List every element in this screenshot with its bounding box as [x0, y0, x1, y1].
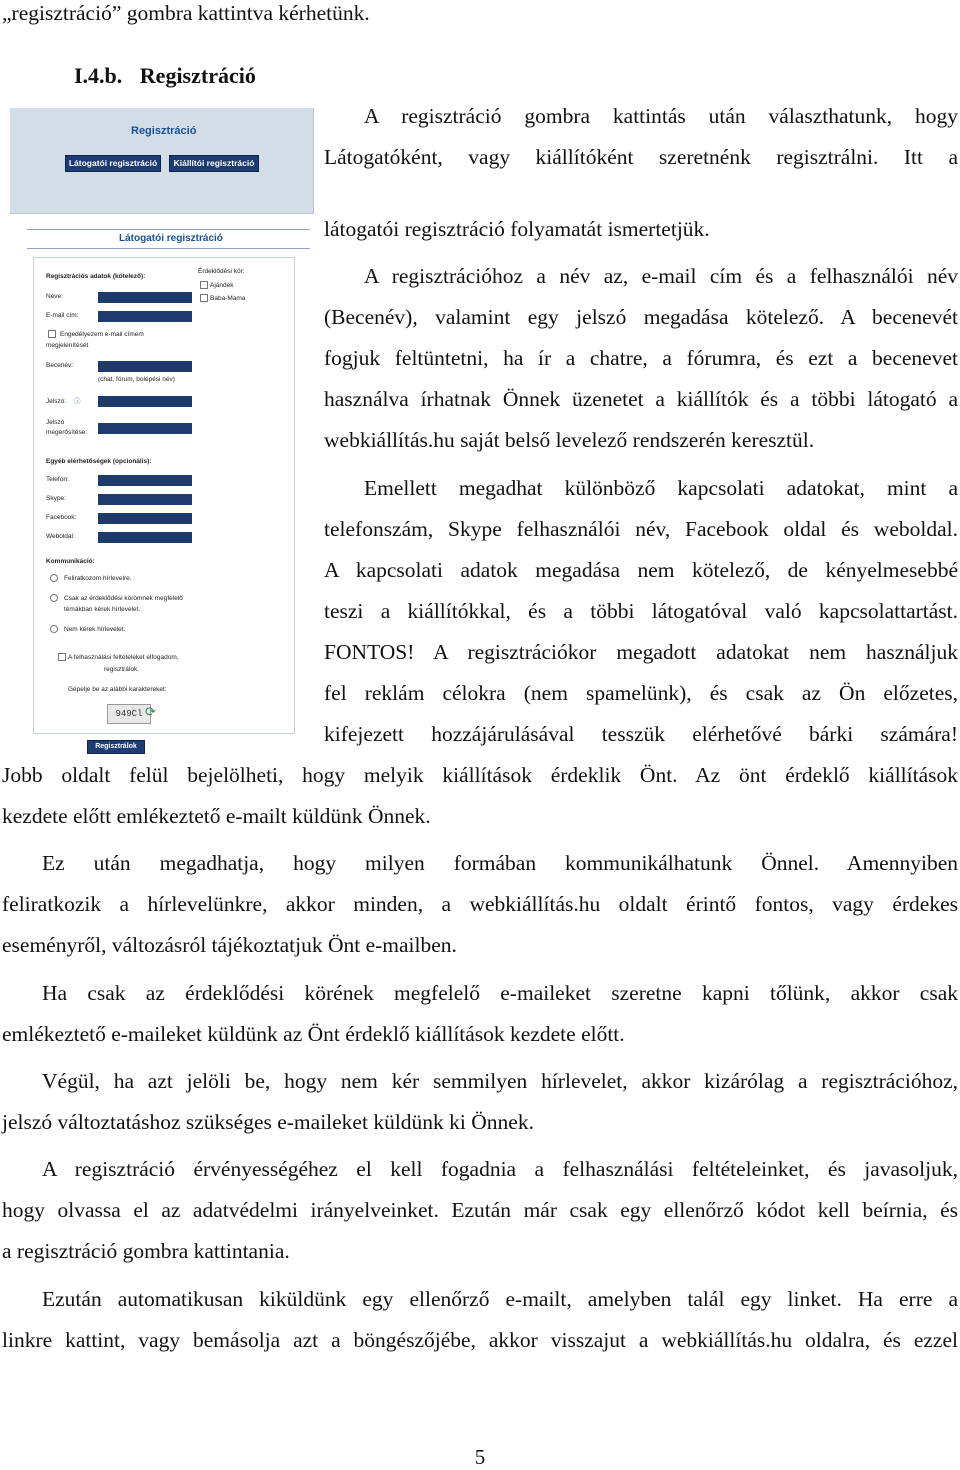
interest-newsletter-radio[interactable]: [50, 594, 58, 602]
required-section-label: Regisztrációs adatok (kötelező):: [46, 273, 146, 280]
no-newsletter-radio[interactable]: [50, 625, 58, 633]
refresh-icon[interactable]: ⟳: [145, 704, 156, 719]
nickname-field[interactable]: [98, 361, 192, 372]
body-text-line: használva írhatnak Önnek üzenetet a kiállítók és a többi látogató a: [324, 387, 958, 411]
terms-label-2: regisztrálok.: [104, 666, 140, 673]
name-field[interactable]: [98, 292, 192, 303]
body-text-line: hogy olvassa el az adatvédelmi irányelveinket. Ezután már csak egy ellenőrző kódot kell beírnia, és: [2, 1198, 958, 1222]
body-text-line: telefonszám, Skype felhasználói név, Facebook oldal és weboldal.: [324, 517, 958, 541]
body-text-line: Végül, ha azt jelöli be, hogy nem kér semmilyen hírlevelet, akkor kizárólag a regisztrációhoz,: [42, 1069, 958, 1093]
name-label: Neve:: [46, 293, 63, 300]
website-label: Weboldal:: [46, 533, 75, 540]
body-text-line: FONTOS! A regisztrációkor megadott adatokat nem használjuk: [324, 640, 958, 664]
exhibitor-registration-button[interactable]: Kiállítói regisztráció: [169, 155, 259, 172]
body-text-line: „regisztráció” gombra kattintva kérhetünk.: [2, 1, 370, 25]
body-text-line: A regisztráció gombra kattintás után választhatunk, hogy: [364, 104, 958, 128]
body-text-line: jelszó változtatáshoz szükséges e-maileket küldünk ki Önnek.: [2, 1110, 534, 1134]
form-title: Látogatói regisztráció: [119, 233, 223, 244]
password-confirm-field[interactable]: [98, 423, 192, 434]
body-text-line: Jobb oldalt felül bejelölheti, hogy melyik kiállítások érdeklik Önt. Az önt érdeklő kiállítások: [2, 763, 958, 787]
body-text-line: látogatói regisztráció folyamatát ismertetjük.: [324, 217, 710, 241]
interest-checkbox-gift[interactable]: [200, 281, 208, 289]
password-confirm-label-2: megerősítése:: [46, 429, 88, 436]
captcha-image: 949Cl: [107, 704, 151, 724]
nickname-hint: (chat, fórum, bolépési név): [98, 376, 175, 383]
body-text-line: A kapcsolati adatok megadása nem kötelező, de kényelmesebbé: [324, 558, 958, 582]
skype-field[interactable]: [98, 494, 192, 505]
section-heading: [74, 63, 256, 89]
interest-newsletter-label: Csak az érdeklődési körömnek megfelelő: [64, 595, 183, 602]
captcha-label: Gépelje be az alábbi karaktereket:: [68, 686, 167, 693]
facebook-field[interactable]: [98, 513, 192, 524]
newsletter-option-label: Feliratkozom hírlevelre.: [64, 575, 132, 582]
visitor-registration-form-screenshot: [27, 222, 310, 760]
no-newsletter-label: Nem kérek hírlevelet.: [64, 626, 126, 633]
registration-title: Regisztráció: [131, 125, 197, 137]
body-text-line: (Becenév), valamint egy jelszó megadása kötelező. A becenevét: [324, 305, 958, 329]
body-text-line: kezdete előtt emlékeztető e-mailt küldünk Önnek.: [2, 804, 431, 828]
body-text-line: emlékeztető e-maileket küldünk az Önt érdeklő kiállítások kezdete előtt.: [2, 1022, 625, 1046]
interest-checkbox-baby[interactable]: [200, 294, 208, 302]
newsletter-radio[interactable]: [50, 574, 58, 582]
body-text-line: Ha csak az érdeklődési körének megfelelő e-maileket szeretne kapni tőlünk, akkor csak: [42, 981, 958, 1005]
registration-choice-screenshot: [10, 108, 314, 214]
body-text-line: A regisztrációhoz a név az, e-mail cím és a felhasználói név: [364, 264, 958, 288]
interest-baby-label: Baba-Mama: [210, 295, 246, 302]
phone-field[interactable]: [98, 475, 192, 486]
info-icon: ⓘ: [74, 398, 81, 405]
show-email-label: Engedélyezem e-mail címem: [60, 331, 144, 338]
form-panel: [33, 257, 295, 734]
visitor-registration-button[interactable]: Látogatói regisztráció: [65, 155, 161, 172]
interest-newsletter-label-2: témákban kérek hírlevelet.: [64, 606, 141, 613]
optional-section-label: Egyéb elérhetőségek (opcionális):: [46, 458, 152, 465]
interest-label: Érdeklődési kör:: [198, 268, 245, 275]
body-text-line: feliratkozik a hírlevelünkre, akkor minden, a webkiállítás.hu oldalt érintő fontos, vagy érdekes: [2, 892, 958, 916]
body-text-line: fogjuk feltüntetni, ha ír a chatre, a fórumra, és ezt a becenevet: [324, 346, 958, 370]
body-text-line: teszi a kiállítókkal, és a többi látogatóval való kapcsolattartást.: [324, 599, 958, 623]
body-text-line: A regisztráció érvényességéhez el kell fogadnia a felhasználási feltételeinket, és javasoljuk,: [42, 1157, 958, 1181]
body-text-line: kifejezett hozzájárulásával tesszük elérhetővé bárki számára!: [324, 722, 958, 746]
section-title: Regisztráció: [139, 63, 256, 88]
body-text-line: Ez után megadhatja, hogy milyen formában kommunikálhatunk Önnel. Amennyiben: [42, 851, 958, 875]
email-field[interactable]: [98, 311, 192, 322]
body-text-line: eseményről, változásról tájékoztatjuk Önt e-mailben.: [2, 933, 457, 957]
website-field[interactable]: [98, 532, 192, 543]
divider: [27, 229, 310, 230]
phone-label: Telefon:: [46, 476, 69, 483]
section-number: I.4.b.: [74, 63, 123, 88]
body-text-line: Emellett megadhat különböző kapcsolati adatokat, mint a: [364, 476, 958, 500]
password-field[interactable]: [98, 396, 192, 407]
password-label: Jelszó:: [46, 398, 67, 405]
divider: [27, 248, 310, 249]
body-text-line: webkiállítás.hu saját belső levelező rendszerén keresztül.: [324, 428, 815, 452]
email-label: E-mail cím:: [46, 312, 79, 319]
nickname-label: Becenév:: [46, 362, 74, 369]
register-submit-button[interactable]: Regisztrálok: [87, 740, 145, 754]
body-text-line: a regisztráció gombra kattintania.: [2, 1239, 290, 1263]
show-email-checkbox[interactable]: [48, 330, 56, 338]
communication-label: Kommunikáció:: [46, 558, 95, 565]
show-email-label-2: megjelenítését: [46, 342, 89, 349]
body-text-line: Ezután automatikusan kiküldünk egy ellenőrző e-mailt, amelyben talál egy linket. Ha erre a: [42, 1287, 958, 1311]
password-confirm-label: Jelszó: [46, 419, 65, 426]
body-text-line: Látogatóként, vagy kiállítóként szeretnénk regisztrálni. Itt a: [324, 145, 958, 169]
terms-label: A felhasználási feltételeket elfogadom,: [68, 654, 179, 661]
facebook-label: Facebook:: [46, 514, 77, 521]
terms-checkbox[interactable]: [58, 653, 66, 661]
body-text-line: fel reklám célokra (nem spamelünk), és csak az Ön előzetes,: [324, 681, 958, 705]
body-text-line: linkre kattint, vagy bemásolja azt a böngészőjébe, akkor visszajut a webkiállítás.hu oldalra, és ezzel: [2, 1328, 958, 1352]
skype-label: Skype:: [46, 495, 66, 502]
interest-gift-label: Ajándék: [210, 282, 234, 289]
page-number: 5: [474, 1445, 486, 1469]
